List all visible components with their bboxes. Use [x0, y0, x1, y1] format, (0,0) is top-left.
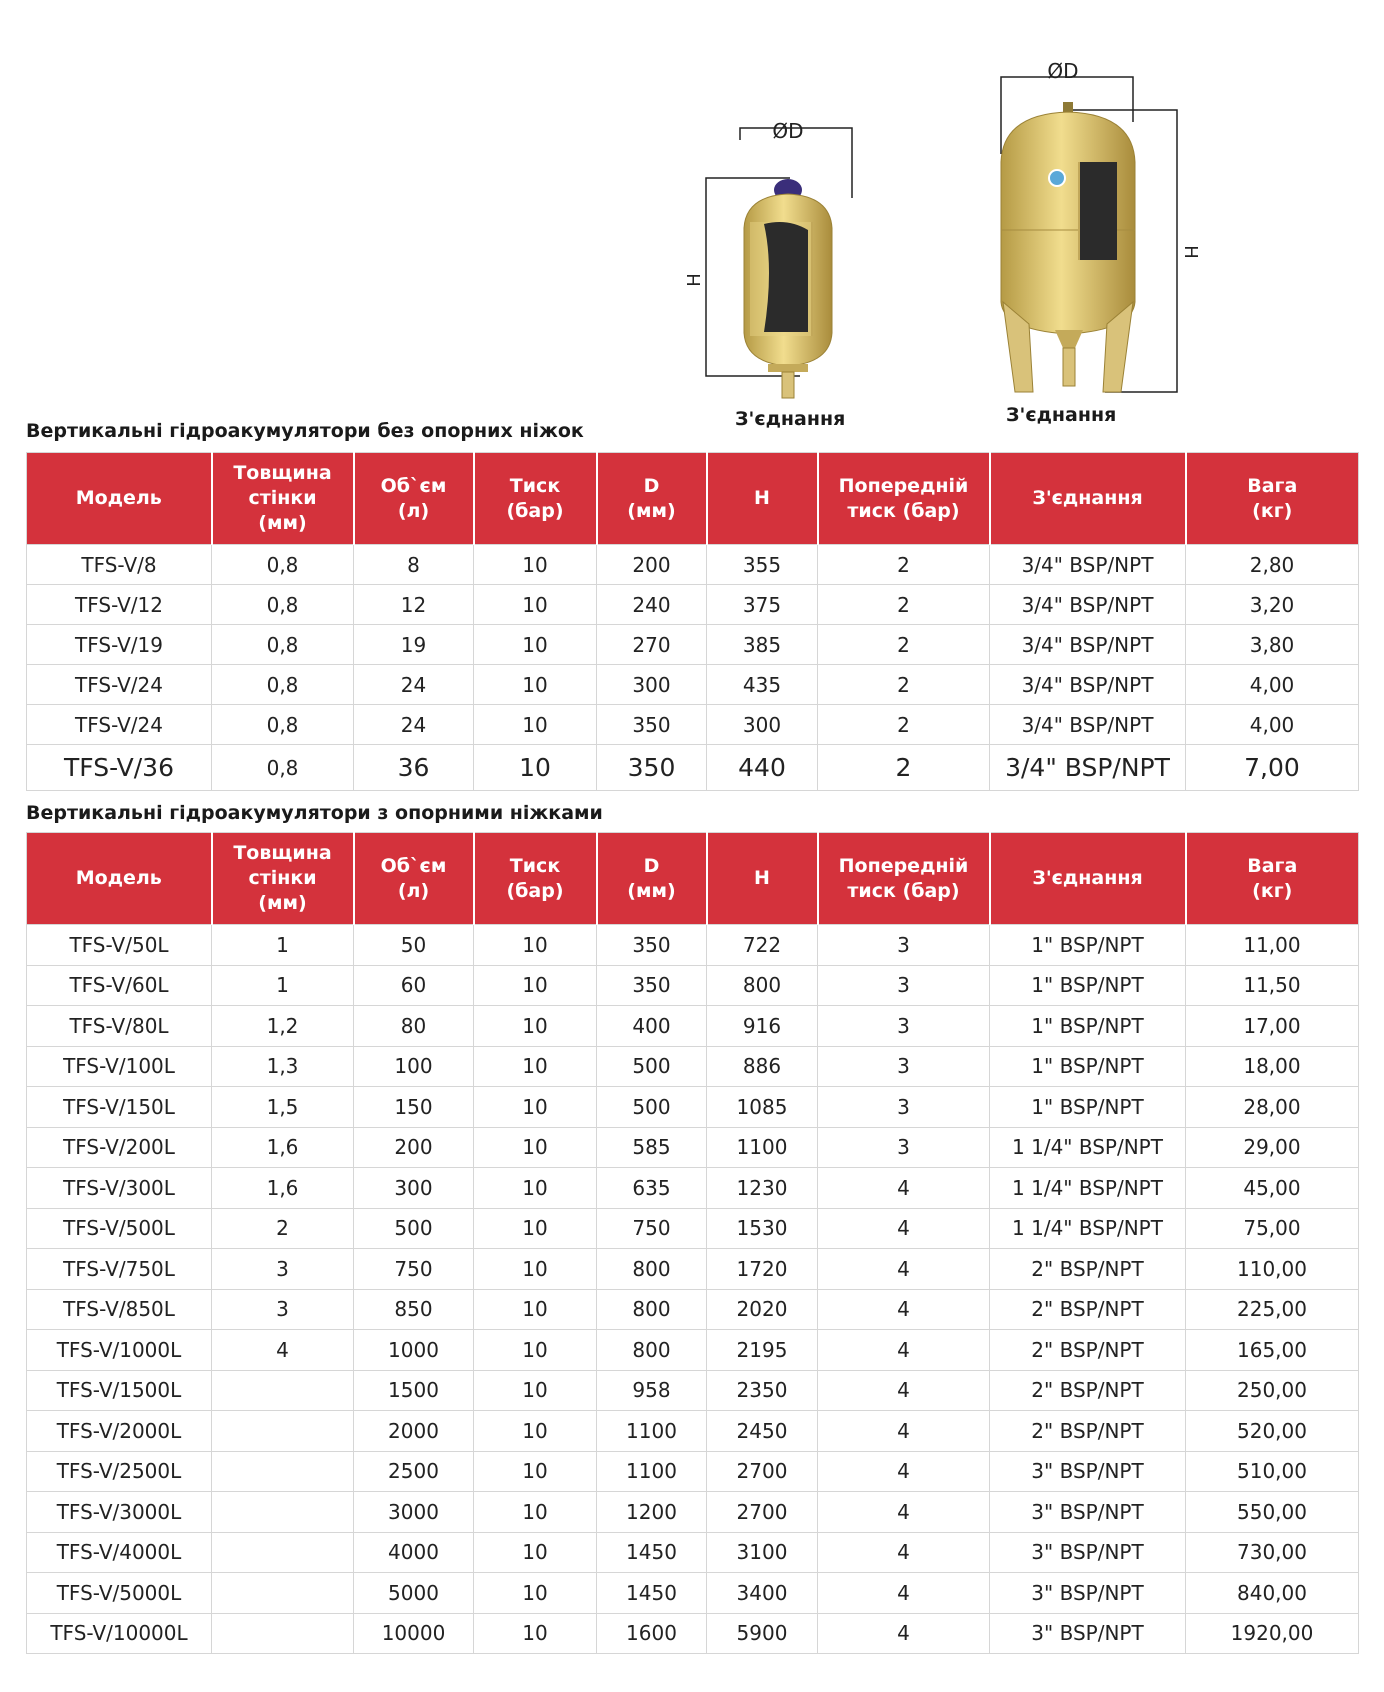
table-cell: 10 [474, 625, 597, 665]
table-cell: 1 1/4" BSP/NPT [990, 1127, 1186, 1168]
table-cell: 1920,00 [1186, 1613, 1359, 1654]
table-cell: 1" BSP/NPT [990, 925, 1186, 966]
small-tank-d-label: ØD [772, 119, 804, 143]
table-row [27, 1127, 1359, 1168]
table-cell: 440 [707, 745, 818, 791]
table-cell [212, 1451, 354, 1492]
table-cell: 10 [474, 1613, 597, 1654]
table-cell: 4 [818, 1208, 990, 1249]
table-cell: TFS-V/1500L [27, 1370, 212, 1411]
table-cell: 300 [597, 665, 707, 705]
table-cell: 1230 [707, 1168, 818, 1209]
table-cell: 1,6 [212, 1127, 354, 1168]
table-cell: 3 [818, 1127, 990, 1168]
table-cell: 3 [212, 1249, 354, 1290]
table-cell: 3" BSP/NPT [990, 1573, 1186, 1614]
table-cell: TFS-V/19 [27, 625, 212, 665]
table-cell: 1600 [597, 1613, 707, 1654]
table-cell: 0,8 [212, 745, 354, 791]
table-cell: 10 [474, 1289, 597, 1330]
table-cell: 350 [597, 925, 707, 966]
table-row [27, 1249, 1359, 1290]
table-cell: 958 [597, 1370, 707, 1411]
table-cell: TFS-V/2500L [27, 1451, 212, 1492]
col-weight: Вага (кг) [1186, 833, 1359, 925]
table-cell: 4 [818, 1370, 990, 1411]
table-row [27, 1573, 1359, 1614]
table-cell: TFS-V/3000L [27, 1492, 212, 1533]
col-pressure: Тиск (бар) [474, 453, 597, 545]
table-cell: 550,00 [1186, 1492, 1359, 1533]
table-cell: 1 [212, 925, 354, 966]
table-cell: 10 [474, 925, 597, 966]
table-cell: 19 [354, 625, 474, 665]
table-cell: 300 [354, 1168, 474, 1209]
table-cell: 4 [818, 1492, 990, 1533]
table-cell: 2700 [707, 1451, 818, 1492]
large-tank-d-label: ØD [1047, 59, 1079, 83]
table-row [27, 745, 1359, 791]
table-cell: 500 [597, 1046, 707, 1087]
table-row [27, 1087, 1359, 1128]
table-cell: 3 [818, 1006, 990, 1047]
table-cell: 0,8 [212, 665, 354, 705]
table-row [27, 625, 1359, 665]
small-tank-drawing [684, 118, 890, 433]
table-header-row [27, 453, 1359, 545]
table-cell: 10 [474, 1573, 597, 1614]
table-cell: TFS-V/5000L [27, 1573, 212, 1614]
table-header-row [27, 833, 1359, 925]
table-cell: 635 [597, 1168, 707, 1209]
table-cell: 1100 [597, 1411, 707, 1452]
col-diameter: D (мм) [597, 833, 707, 925]
table-cell: 4 [818, 1613, 990, 1654]
table-row [27, 1168, 1359, 1209]
table-cell: 7,00 [1186, 745, 1359, 791]
table-row [27, 1492, 1359, 1533]
table-cell: 2" BSP/NPT [990, 1370, 1186, 1411]
table-cell: 3 [818, 1046, 990, 1087]
table-cell: 24 [354, 665, 474, 705]
table-cell: TFS-V/24 [27, 665, 212, 705]
table-cell: 24 [354, 705, 474, 745]
table-cell: 10 [474, 1127, 597, 1168]
table-cell: 10 [474, 1330, 597, 1371]
table-cell: 100 [354, 1046, 474, 1087]
table-cell: 1450 [597, 1532, 707, 1573]
table-cell: 400 [597, 1006, 707, 1047]
table-cell: 355 [707, 545, 818, 585]
table-cell: 150 [354, 1087, 474, 1128]
table-cell: 5900 [707, 1613, 818, 1654]
table-cell: 1,2 [212, 1006, 354, 1047]
table-cell: 4000 [354, 1532, 474, 1573]
col-height: H [707, 453, 818, 545]
table-cell: 500 [597, 1087, 707, 1128]
table-cell: 3 [818, 925, 990, 966]
table-row [27, 1208, 1359, 1249]
table-cell: 2500 [354, 1451, 474, 1492]
table-cell: 10 [474, 705, 597, 745]
table-cell: 10000 [354, 1613, 474, 1654]
table-cell: 1085 [707, 1087, 818, 1128]
large-tank-caption: З'єднання [1006, 404, 1117, 426]
table-cell: 29,00 [1186, 1127, 1359, 1168]
table-cell: TFS-V/8 [27, 545, 212, 585]
table-row [27, 1532, 1359, 1573]
table-cell: 3000 [354, 1492, 474, 1533]
table-cell: 3/4" BSP/NPT [990, 745, 1186, 791]
table-cell: 10 [474, 1411, 597, 1452]
table-cell: 165,00 [1186, 1330, 1359, 1371]
table-cell: 510,00 [1186, 1451, 1359, 1492]
table-cell [212, 1532, 354, 1573]
table-cell: 585 [597, 1127, 707, 1168]
table-cell: 10 [474, 1532, 597, 1573]
table-cell: 80 [354, 1006, 474, 1047]
table-cell: 10 [474, 965, 597, 1006]
table-cell: 2 [818, 545, 990, 585]
table-cell: 3/4" BSP/NPT [990, 545, 1186, 585]
table-cell: 1" BSP/NPT [990, 965, 1186, 1006]
col-diameter: D (мм) [597, 453, 707, 545]
table-cell: TFS-V/500L [27, 1208, 212, 1249]
table-cell: 2020 [707, 1289, 818, 1330]
table-cell: 1,3 [212, 1046, 354, 1087]
table-cell: 4 [818, 1532, 990, 1573]
table-cell: 3/4" BSP/NPT [990, 625, 1186, 665]
table-cell: 3/4" BSP/NPT [990, 705, 1186, 745]
table-cell: 1450 [597, 1573, 707, 1614]
table-row [27, 1370, 1359, 1411]
table-cell: TFS-V/750L [27, 1249, 212, 1290]
table-cell: 240 [597, 585, 707, 625]
table-cell: 10 [474, 1006, 597, 1047]
table-cell: 2195 [707, 1330, 818, 1371]
table-cell: 730,00 [1186, 1532, 1359, 1573]
table-cell: 2,80 [1186, 545, 1359, 585]
table-cell: TFS-V/10000L [27, 1613, 212, 1654]
table-cell: 722 [707, 925, 818, 966]
table-cell: 0,8 [212, 625, 354, 665]
table-cell: 2" BSP/NPT [990, 1330, 1186, 1371]
small-tank-diagram [684, 118, 890, 433]
table-cell: 1000 [354, 1330, 474, 1371]
col-volume: Об`єм (л) [354, 453, 474, 545]
table-cell: 2 [818, 585, 990, 625]
table-row [27, 1613, 1359, 1654]
table-cell: 10 [474, 1249, 597, 1290]
small-tank-h-label: H [684, 273, 705, 287]
table-row [27, 925, 1359, 966]
table-cell: 800 [597, 1249, 707, 1290]
table-cell: TFS-V/150L [27, 1087, 212, 1128]
table-cell: 17,00 [1186, 1006, 1359, 1047]
table-cell: 250,00 [1186, 1370, 1359, 1411]
table-cell: TFS-V/24 [27, 705, 212, 745]
table-cell: 500 [354, 1208, 474, 1249]
table-cell: 10 [474, 1168, 597, 1209]
table-cell: 2700 [707, 1492, 818, 1533]
table-cell: 4 [818, 1289, 990, 1330]
table-cell: 200 [354, 1127, 474, 1168]
table-cell: TFS-V/80L [27, 1006, 212, 1047]
table-cell: 2350 [707, 1370, 818, 1411]
table-cell [212, 1573, 354, 1614]
table-cell: 300 [707, 705, 818, 745]
table-cell: 10 [474, 1208, 597, 1249]
table-cell: 60 [354, 965, 474, 1006]
table-cell: 75,00 [1186, 1208, 1359, 1249]
table-cell: 1 1/4" BSP/NPT [990, 1168, 1186, 1209]
table-cell: 1200 [597, 1492, 707, 1533]
table-cell: 3" BSP/NPT [990, 1532, 1186, 1573]
table-cell: TFS-V/300L [27, 1168, 212, 1209]
table-cell: 4,00 [1186, 665, 1359, 705]
table-cell: 10 [474, 1087, 597, 1128]
table-cell: 385 [707, 625, 818, 665]
col-wall-thickness: Товщина стінки (мм) [212, 453, 354, 545]
col-height: H [707, 833, 818, 925]
table-cell: 1" BSP/NPT [990, 1087, 1186, 1128]
table-cell: 2" BSP/NPT [990, 1289, 1186, 1330]
table-cell: 10 [474, 1492, 597, 1533]
col-precharge: Попередній тиск (бар) [818, 833, 990, 925]
table-cell: 3" BSP/NPT [990, 1451, 1186, 1492]
large-tank-diagram [985, 59, 1201, 432]
table-cell: 2 [818, 625, 990, 665]
table-cell: 10 [474, 585, 597, 625]
table-cell: 1100 [707, 1127, 818, 1168]
table-cell: 1500 [354, 1370, 474, 1411]
table-cell: 3/4" BSP/NPT [990, 665, 1186, 705]
table-row [27, 1411, 1359, 1452]
table-cell: 3" BSP/NPT [990, 1492, 1186, 1533]
table-cell: 3,20 [1186, 585, 1359, 625]
table-cell: 2" BSP/NPT [990, 1249, 1186, 1290]
table-row [27, 585, 1359, 625]
table-cell: 4,00 [1186, 705, 1359, 745]
table-cell: 3 [818, 1087, 990, 1128]
table-cell: 1,5 [212, 1087, 354, 1128]
table-row [27, 1046, 1359, 1087]
col-volume: Об`єм (л) [354, 833, 474, 925]
table-cell: 4 [212, 1330, 354, 1371]
table-cell: 1530 [707, 1208, 818, 1249]
table-cell: 350 [597, 965, 707, 1006]
table-cell [212, 1411, 354, 1452]
table-cell: 4 [818, 1451, 990, 1492]
table-row [27, 545, 1359, 585]
table-cell: 11,50 [1186, 965, 1359, 1006]
table-cell: 10 [474, 665, 597, 705]
table-cell: 4 [818, 1249, 990, 1290]
table-cell: 375 [707, 585, 818, 625]
table-cell: 1 1/4" BSP/NPT [990, 1208, 1186, 1249]
table-cell: TFS-V/1000L [27, 1330, 212, 1371]
table-row [27, 1289, 1359, 1330]
table-cell: 750 [354, 1249, 474, 1290]
table-cell: 18,00 [1186, 1046, 1359, 1087]
col-connection: З'єднання [990, 833, 1186, 925]
table-cell: 3 [212, 1289, 354, 1330]
table-cell: 10 [474, 1370, 597, 1411]
table-cell: TFS-V/850L [27, 1289, 212, 1330]
table-cell: 3 [818, 965, 990, 1006]
table-cell: 5000 [354, 1573, 474, 1614]
table-cell: 45,00 [1186, 1168, 1359, 1209]
table-cell: 800 [597, 1330, 707, 1371]
col-model: Модель [27, 833, 212, 925]
table-cell: 4 [818, 1411, 990, 1452]
table-cell: 886 [707, 1046, 818, 1087]
table-cell: 2 [818, 665, 990, 705]
table-cell: 2" BSP/NPT [990, 1411, 1186, 1452]
table-cell: 2 [818, 705, 990, 745]
table-cell: 350 [597, 745, 707, 791]
table-cell: 0,8 [212, 585, 354, 625]
col-pressure: Тиск (бар) [474, 833, 597, 925]
table-cell: TFS-V/60L [27, 965, 212, 1006]
table-cell: 8 [354, 545, 474, 585]
table-cell: TFS-V/200L [27, 1127, 212, 1168]
large-tank-drawing [985, 59, 1201, 432]
table-cell: TFS-V/50L [27, 925, 212, 966]
table-with-legs [26, 832, 1359, 1654]
table-cell: 2 [212, 1208, 354, 1249]
table-cell: 916 [707, 1006, 818, 1047]
table-cell: 2450 [707, 1411, 818, 1452]
table-cell: 1,6 [212, 1168, 354, 1209]
table-cell: TFS-V/2000L [27, 1411, 212, 1452]
table-cell [212, 1492, 354, 1533]
table-cell: 850 [354, 1289, 474, 1330]
table-cell: 435 [707, 665, 818, 705]
table-cell: 12 [354, 585, 474, 625]
table-cell: 110,00 [1186, 1249, 1359, 1290]
table-row [27, 665, 1359, 705]
table-cell: 2 [818, 745, 990, 791]
table-cell: TFS-V/4000L [27, 1532, 212, 1573]
table-cell: TFS-V/100L [27, 1046, 212, 1087]
table-cell: 750 [597, 1208, 707, 1249]
table-cell: 3,80 [1186, 625, 1359, 665]
table-cell: 800 [707, 965, 818, 1006]
table-cell: 200 [597, 545, 707, 585]
table-cell: 1" BSP/NPT [990, 1046, 1186, 1087]
table-row [27, 1006, 1359, 1047]
table-cell: 4 [818, 1168, 990, 1209]
table-cell: 0,8 [212, 545, 354, 585]
table-cell: 800 [597, 1289, 707, 1330]
table-row [27, 1451, 1359, 1492]
table-cell: 28,00 [1186, 1087, 1359, 1128]
table-cell: 3" BSP/NPT [990, 1613, 1186, 1654]
table-cell: 3400 [707, 1573, 818, 1614]
table-cell: 1" BSP/NPT [990, 1006, 1186, 1047]
table-row [27, 965, 1359, 1006]
table-row [27, 705, 1359, 745]
table-cell [212, 1613, 354, 1654]
table-cell: 270 [597, 625, 707, 665]
col-precharge: Попередній тиск (бар) [818, 453, 990, 545]
col-weight: Вага (кг) [1186, 453, 1359, 545]
table-row [27, 1330, 1359, 1371]
large-tank-h-label: H [1180, 245, 1201, 259]
col-connection: З'єднання [990, 453, 1186, 545]
table-cell: 350 [597, 705, 707, 745]
col-model: Модель [27, 453, 212, 545]
table-cell: 225,00 [1186, 1289, 1359, 1330]
table-cell: 10 [474, 1451, 597, 1492]
small-tank-caption: З'єднання [735, 408, 846, 430]
table2-title: Вертикальні гідроакумулятори з опорними ніжками [26, 802, 603, 824]
table-cell: 50 [354, 925, 474, 966]
table-cell: 10 [474, 1046, 597, 1087]
table1-title: Вертикальні гідроакумулятори без опорних ніжок [26, 420, 584, 442]
table-cell: 36 [354, 745, 474, 791]
table-cell: 0,8 [212, 705, 354, 745]
table-cell: 10 [474, 545, 597, 585]
table-cell: 520,00 [1186, 1411, 1359, 1452]
table-cell: 4 [818, 1330, 990, 1371]
table-cell: 1720 [707, 1249, 818, 1290]
table-cell: 11,00 [1186, 925, 1359, 966]
table-cell [212, 1370, 354, 1411]
table-cell: 3/4" BSP/NPT [990, 585, 1186, 625]
table-cell: 4 [818, 1573, 990, 1614]
table-cell: 3100 [707, 1532, 818, 1573]
table-without-legs [26, 452, 1359, 791]
table-cell: 1 [212, 965, 354, 1006]
col-wall-thickness: Товщина стінки (мм) [212, 833, 354, 925]
table-cell: 1100 [597, 1451, 707, 1492]
table-cell: TFS-V/36 [27, 745, 212, 791]
table-cell: 840,00 [1186, 1573, 1359, 1614]
table-cell: 2000 [354, 1411, 474, 1452]
table-cell: TFS-V/12 [27, 585, 212, 625]
table-cell: 10 [474, 745, 597, 791]
